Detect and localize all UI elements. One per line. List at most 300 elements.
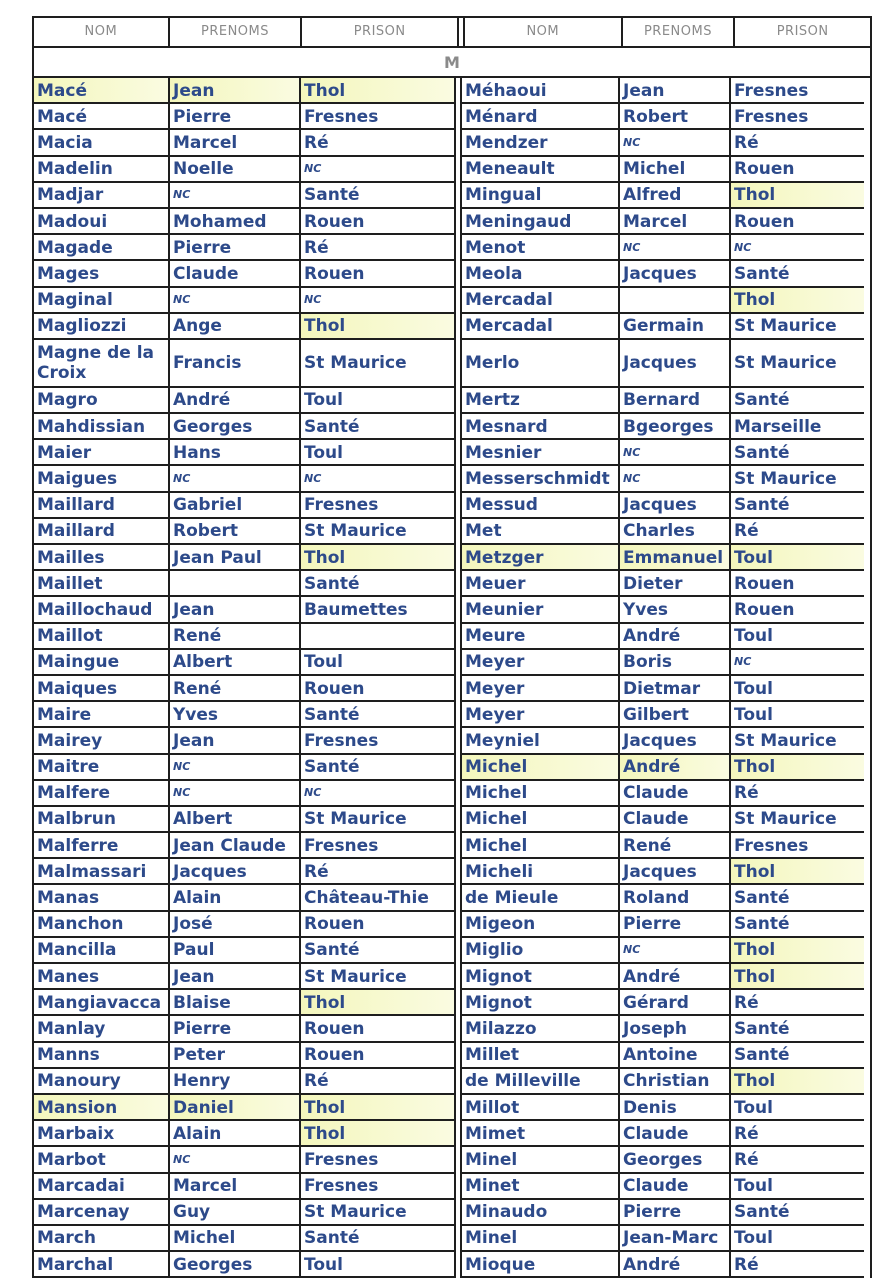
- register-row: [462, 781, 864, 807]
- name-cell: Miglio: [465, 940, 524, 961]
- prison-cell: Fresnes: [299, 104, 454, 128]
- name-cell: Menot: [465, 237, 526, 258]
- first-name-cell: Ange: [168, 314, 299, 338]
- register-row: [34, 1200, 454, 1226]
- name-cell: Minel: [465, 1228, 518, 1249]
- register-row: [462, 938, 864, 964]
- name-cell: Meneault: [465, 159, 555, 180]
- name-cell: Minaudo: [465, 1202, 548, 1223]
- first-name-cell: NC: [168, 288, 299, 312]
- prison-cell: Fresnes: [729, 78, 864, 102]
- name-cell: Manns: [37, 1045, 100, 1066]
- prison-cell: Ré: [299, 235, 454, 259]
- name-cell: Metzger: [462, 545, 618, 569]
- first-name-cell: René: [168, 676, 299, 700]
- name-cell: Maingue: [37, 652, 120, 673]
- register-row: [34, 859, 454, 885]
- register-row: [34, 314, 454, 340]
- prison-cell: Rouen: [729, 571, 864, 595]
- name-cell: Maitre: [37, 757, 100, 778]
- prison-cell: Santé: [729, 912, 864, 936]
- register-row: [462, 493, 864, 519]
- first-name-cell: Joseph: [618, 1016, 729, 1040]
- prison-cell: Baumettes: [299, 597, 454, 621]
- register-row: [462, 885, 864, 911]
- name-cell: March: [37, 1228, 96, 1249]
- name-cell: Maillet: [37, 573, 103, 594]
- register-row: [34, 1043, 454, 1069]
- prison-cell: Thol: [729, 964, 864, 988]
- register-row: [462, 597, 864, 623]
- name-cell: Meningaud: [465, 211, 572, 232]
- first-name-cell: Pierre: [168, 235, 299, 259]
- first-name-cell: Henry: [168, 1069, 299, 1093]
- prison-cell: Santé: [299, 414, 454, 438]
- register-row: [462, 807, 864, 833]
- name-cell: Marchal: [37, 1254, 114, 1275]
- prison-cell: Santé: [729, 261, 864, 285]
- register-row: [34, 183, 454, 209]
- register-row: [34, 781, 454, 807]
- register-row: [462, 519, 864, 545]
- first-name-cell: Michel: [618, 157, 729, 181]
- first-name-cell: Pierre: [618, 1200, 729, 1224]
- prison-cell: Thol: [299, 545, 454, 569]
- name-cell: Migeon: [465, 914, 536, 935]
- prison-cell: Toul: [729, 1226, 864, 1250]
- first-name-cell: Jean-Marc: [618, 1226, 729, 1250]
- register-row: [462, 545, 864, 571]
- register-row: [34, 1016, 454, 1042]
- prison-cell: NC: [299, 466, 454, 490]
- register-row: [462, 964, 864, 990]
- prison-cell: [299, 624, 454, 648]
- register-row: [34, 597, 454, 623]
- prison-cell: Toul: [729, 702, 864, 726]
- prison-cell: Thol: [729, 183, 864, 207]
- letter-section-heading: M: [32, 46, 872, 78]
- register-row: [34, 340, 454, 388]
- name-cell: Macé: [34, 78, 168, 102]
- register-row: [34, 624, 454, 650]
- prison-cell: St Maurice: [299, 1200, 454, 1224]
- register-row: [462, 1226, 864, 1252]
- name-cell: Malmassari: [37, 861, 147, 882]
- name-cell: Mimet: [465, 1123, 526, 1144]
- first-name-cell: Jean: [168, 597, 299, 621]
- first-name-cell: NC: [168, 466, 299, 490]
- first-name-cell: Dieter: [618, 571, 729, 595]
- prison-cell: NC: [299, 781, 454, 805]
- name-cell: Meola: [465, 263, 523, 284]
- first-name-cell: Michel: [168, 1226, 299, 1250]
- first-name-cell: Hans: [168, 440, 299, 464]
- register-row: [34, 209, 454, 235]
- prison-cell: NC: [729, 650, 864, 674]
- prison-cell: Santé: [299, 183, 454, 207]
- name-cell: Mertz: [465, 390, 520, 411]
- prison-cell: Santé: [729, 885, 864, 909]
- name-cell: Mahdissian: [37, 416, 146, 437]
- name-cell: Mansion: [34, 1095, 168, 1119]
- first-name-cell: André: [618, 755, 729, 779]
- prison-cell: Rouen: [299, 261, 454, 285]
- first-name-cell: Robert: [168, 519, 299, 543]
- register-row: [34, 1226, 454, 1252]
- name-cell: Meyniel: [465, 730, 540, 751]
- register-row: [462, 466, 864, 492]
- name-cell: Meyer: [465, 704, 525, 725]
- name-cell: Maillard: [37, 521, 115, 542]
- header-prenoms-left: PRENOMS: [170, 18, 303, 46]
- prison-cell: Santé: [729, 388, 864, 412]
- prison-cell: Toul: [729, 1095, 864, 1119]
- first-name-cell: Pierre: [168, 1016, 299, 1040]
- name-cell: Michel: [465, 835, 528, 856]
- name-cell: Manchon: [37, 914, 124, 935]
- register-row: [34, 1069, 454, 1095]
- register-row: [34, 650, 454, 676]
- register-row: [34, 807, 454, 833]
- register-row: [34, 990, 454, 1016]
- name-cell: Milazzo: [465, 1018, 537, 1039]
- register-row: [34, 414, 454, 440]
- first-name-cell: Albert: [168, 650, 299, 674]
- first-name-cell: Georges: [618, 1147, 729, 1171]
- name-cell: Millot: [465, 1097, 520, 1118]
- first-name-cell: René: [618, 833, 729, 857]
- register-row: [34, 1147, 454, 1173]
- first-name-cell: NC: [168, 781, 299, 805]
- prison-cell: Santé: [729, 1200, 864, 1224]
- first-name-cell: Claude: [168, 261, 299, 285]
- column-divider: [457, 18, 465, 46]
- register-row: [34, 728, 454, 754]
- first-name-cell: Alain: [168, 1121, 299, 1145]
- name-cell: Mesnard: [465, 416, 548, 437]
- first-name-cell: André: [618, 1252, 729, 1276]
- name-cell: Maillard: [37, 495, 115, 516]
- prison-cell: Ré: [299, 130, 454, 154]
- prison-cell: Ré: [729, 130, 864, 154]
- prison-cell: Toul: [729, 1174, 864, 1198]
- prison-cell: Ré: [729, 1121, 864, 1145]
- name-cell: Maillot: [37, 626, 103, 647]
- prison-cell: Ré: [299, 1069, 454, 1093]
- name-cell: Manas: [37, 888, 100, 909]
- prison-cell: Thol: [729, 1069, 864, 1093]
- register-row: [462, 183, 864, 209]
- register-row: [462, 1095, 864, 1121]
- register-row: [34, 466, 454, 492]
- name-cell: Maier: [37, 442, 92, 463]
- header-prenoms-right: PRENOMS: [623, 18, 736, 46]
- register-row: [34, 938, 454, 964]
- first-name-cell: Emmanuel: [618, 545, 729, 569]
- name-cell: Mages: [37, 263, 100, 284]
- name-cell: Marbot: [37, 1149, 106, 1170]
- name-cell: Mignot: [465, 992, 532, 1013]
- name-cell: Malfere: [37, 783, 111, 804]
- first-name-cell: NC: [168, 183, 299, 207]
- name-cell: Maillochaud: [37, 599, 153, 620]
- name-cell: Mangiavacca: [37, 992, 162, 1013]
- prison-cell: Toul: [299, 1252, 454, 1276]
- register-row: [462, 1252, 864, 1278]
- prison-cell: Ré: [729, 781, 864, 805]
- first-name-cell: Jacques: [618, 859, 729, 883]
- register-row: [34, 885, 454, 911]
- register-row: [462, 388, 864, 414]
- first-name-cell: Georges: [168, 414, 299, 438]
- prison-cell: Santé: [299, 755, 454, 779]
- register-row: [462, 1174, 864, 1200]
- prison-cell: Santé: [729, 1016, 864, 1040]
- register-row: [34, 78, 454, 104]
- name-cell: Michel: [465, 809, 528, 830]
- first-name-cell: André: [618, 624, 729, 648]
- name-cell: Mercadal: [465, 316, 553, 337]
- prison-cell: Thol: [299, 1121, 454, 1145]
- name-cell: Mignot: [465, 966, 532, 987]
- register-row: [462, 859, 864, 885]
- prison-cell: Rouen: [299, 1016, 454, 1040]
- prison-cell: Santé: [729, 1043, 864, 1067]
- header-prison-right: PRISON: [776, 24, 829, 39]
- name-cell: Messud: [465, 495, 538, 516]
- name-cell: Madoui: [37, 211, 108, 232]
- first-name-cell: Jacques: [618, 340, 729, 386]
- prison-cell: Marseille: [729, 414, 864, 438]
- register-row: [462, 340, 864, 388]
- name-cell: Meyer: [465, 652, 525, 673]
- first-name-cell: NC: [618, 235, 729, 259]
- name-cell: Michel: [462, 755, 618, 779]
- name-cell: Maigues: [37, 469, 118, 490]
- first-name-cell: Charles: [618, 519, 729, 543]
- first-name-cell: Jean: [168, 964, 299, 988]
- prison-cell: Fresnes: [299, 728, 454, 752]
- register-row: [462, 78, 864, 104]
- prison-cell: Thol: [729, 755, 864, 779]
- register-row: [34, 157, 454, 183]
- register-row: [34, 964, 454, 990]
- name-cell: Manes: [37, 966, 100, 987]
- name-cell: Méhaoui: [465, 80, 547, 101]
- register-row: [462, 1147, 864, 1173]
- name-cell: Macé: [37, 106, 87, 127]
- register-columns: [32, 78, 872, 1278]
- first-name-cell: Alfred: [618, 183, 729, 207]
- register-row: [34, 912, 454, 938]
- register-row: [34, 519, 454, 545]
- register-row: [462, 209, 864, 235]
- name-cell: Mairey: [37, 730, 103, 751]
- prison-cell: Ré: [729, 1147, 864, 1171]
- prison-cell: Fresnes: [729, 104, 864, 128]
- name-cell: Meuer: [465, 573, 526, 594]
- first-name-cell: Jacques: [618, 728, 729, 752]
- register-row: [462, 1016, 864, 1042]
- first-name-cell: Georges: [168, 1252, 299, 1276]
- first-name-cell: Marcel: [618, 209, 729, 233]
- name-cell: Malferre: [37, 835, 119, 856]
- register-row: [462, 650, 864, 676]
- first-name-cell: Albert: [168, 807, 299, 831]
- first-name-cell: NC: [618, 466, 729, 490]
- name-cell: Madjar: [37, 185, 104, 206]
- name-cell: Manoury: [37, 1071, 121, 1092]
- first-name-cell: Guy: [168, 1200, 299, 1224]
- name-cell: Merlo: [465, 353, 520, 374]
- register-row: [462, 1200, 864, 1226]
- name-cell: Met: [465, 521, 502, 542]
- register-row: [34, 130, 454, 156]
- first-name-cell: [168, 571, 299, 595]
- prison-cell: Fresnes: [299, 833, 454, 857]
- prison-cell: St Maurice: [299, 340, 454, 386]
- register-row: [34, 388, 454, 414]
- prison-cell: St Maurice: [299, 964, 454, 988]
- register-row: [462, 833, 864, 859]
- prison-cell: Thol: [299, 990, 454, 1014]
- first-name-cell: Yves: [618, 597, 729, 621]
- first-name-cell: NC: [618, 938, 729, 962]
- prison-cell: Ré: [299, 859, 454, 883]
- first-name-cell: Jacques: [618, 261, 729, 285]
- name-cell: Minel: [465, 1149, 518, 1170]
- header-prison-left: PRISON: [353, 24, 406, 39]
- first-name-cell: Boris: [618, 650, 729, 674]
- prison-cell: St Maurice: [729, 314, 864, 338]
- register-row: [462, 728, 864, 754]
- first-name-cell: Jacques: [168, 859, 299, 883]
- header-nom-left: NOM: [34, 18, 170, 46]
- first-name-cell: André: [168, 388, 299, 412]
- register-row: [34, 545, 454, 571]
- register-row: [462, 130, 864, 156]
- prison-cell: Thol: [299, 78, 454, 102]
- first-name-cell: José: [168, 912, 299, 936]
- register-row: [462, 157, 864, 183]
- name-cell: Mingual: [465, 185, 542, 206]
- name-cell: de Mieule: [465, 888, 559, 909]
- name-cell: Magade: [37, 237, 113, 258]
- prison-cell: Thol: [729, 859, 864, 883]
- prison-cell: Thol: [729, 288, 864, 312]
- prison-cell: Toul: [729, 676, 864, 700]
- name-cell: Magro: [37, 390, 98, 411]
- prison-cell: Fresnes: [729, 833, 864, 857]
- register-row: [462, 288, 864, 314]
- right-column-list: [462, 78, 864, 1278]
- name-cell: Micheli: [465, 861, 534, 882]
- register-row: [34, 833, 454, 859]
- first-name-cell: Noelle: [168, 157, 299, 181]
- first-name-cell: Marcel: [168, 1174, 299, 1198]
- first-name-cell: Claude: [618, 1121, 729, 1145]
- prison-cell: Toul: [299, 440, 454, 464]
- register-row: [462, 314, 864, 340]
- first-name-cell: Antoine: [618, 1043, 729, 1067]
- register-row: [34, 261, 454, 287]
- prison-cell: NC: [299, 288, 454, 312]
- first-name-cell: Bernard: [618, 388, 729, 412]
- first-name-cell: Gérard: [618, 990, 729, 1014]
- name-cell: Macia: [37, 132, 93, 153]
- column-divider: [454, 78, 462, 1278]
- register-row: [462, 702, 864, 728]
- name-cell: Mendzer: [465, 132, 548, 153]
- prison-cell: St Maurice: [299, 519, 454, 543]
- first-name-cell: Jacques: [618, 493, 729, 517]
- first-name-cell: [618, 288, 729, 312]
- prison-cell: Toul: [299, 388, 454, 412]
- first-name-cell: Francis: [168, 340, 299, 386]
- name-cell: Millet: [465, 1045, 520, 1066]
- first-name-cell: Pierre: [618, 912, 729, 936]
- prison-cell: St Maurice: [729, 728, 864, 752]
- first-name-cell: Blaise: [168, 990, 299, 1014]
- prison-cell: Santé: [729, 440, 864, 464]
- prison-cell: Rouen: [729, 157, 864, 181]
- prison-cell: Château-Thie: [299, 885, 454, 909]
- first-name-cell: Claude: [618, 781, 729, 805]
- name-cell: Mailles: [37, 547, 105, 568]
- name-cell: Michel: [465, 783, 528, 804]
- first-name-cell: Jean: [618, 78, 729, 102]
- prison-cell: NC: [299, 157, 454, 181]
- name-cell: Madelin: [37, 159, 113, 180]
- name-cell: Mancilla: [37, 940, 117, 961]
- prison-cell: St Maurice: [729, 466, 864, 490]
- name-cell: Magne de la Croix: [37, 343, 155, 384]
- first-name-cell: Dietmar: [618, 676, 729, 700]
- first-name-cell: Jean: [168, 78, 299, 102]
- register-row: [462, 414, 864, 440]
- register-row: [462, 990, 864, 1016]
- prison-cell: Santé: [299, 1226, 454, 1250]
- first-name-cell: Yves: [168, 702, 299, 726]
- register-row: [34, 702, 454, 728]
- register-row: [462, 261, 864, 287]
- first-name-cell: Claude: [618, 807, 729, 831]
- prison-cell: Santé: [299, 938, 454, 962]
- register-row: [34, 755, 454, 781]
- first-name-cell: NC: [168, 755, 299, 779]
- register-row: [462, 571, 864, 597]
- first-name-cell: Christian: [618, 1069, 729, 1093]
- prison-cell: Ré: [729, 1252, 864, 1276]
- prison-cell: Toul: [729, 545, 864, 569]
- name-cell: Marcadai: [37, 1176, 125, 1197]
- register-row: [462, 104, 864, 130]
- first-name-cell: Daniel: [168, 1095, 299, 1119]
- register-row: [462, 235, 864, 261]
- name-cell: Marbaix: [37, 1123, 115, 1144]
- first-name-cell: NC: [168, 1147, 299, 1171]
- register-row: [34, 676, 454, 702]
- first-name-cell: René: [168, 624, 299, 648]
- register-row: [34, 493, 454, 519]
- register-row: [462, 676, 864, 702]
- register-row: [462, 1069, 864, 1095]
- first-name-cell: Marcel: [168, 130, 299, 154]
- prison-cell: Fresnes: [299, 493, 454, 517]
- name-cell: Mesnier: [465, 442, 542, 463]
- prison-cell: Thol: [299, 1095, 454, 1119]
- first-name-cell: Jean Paul: [168, 545, 299, 569]
